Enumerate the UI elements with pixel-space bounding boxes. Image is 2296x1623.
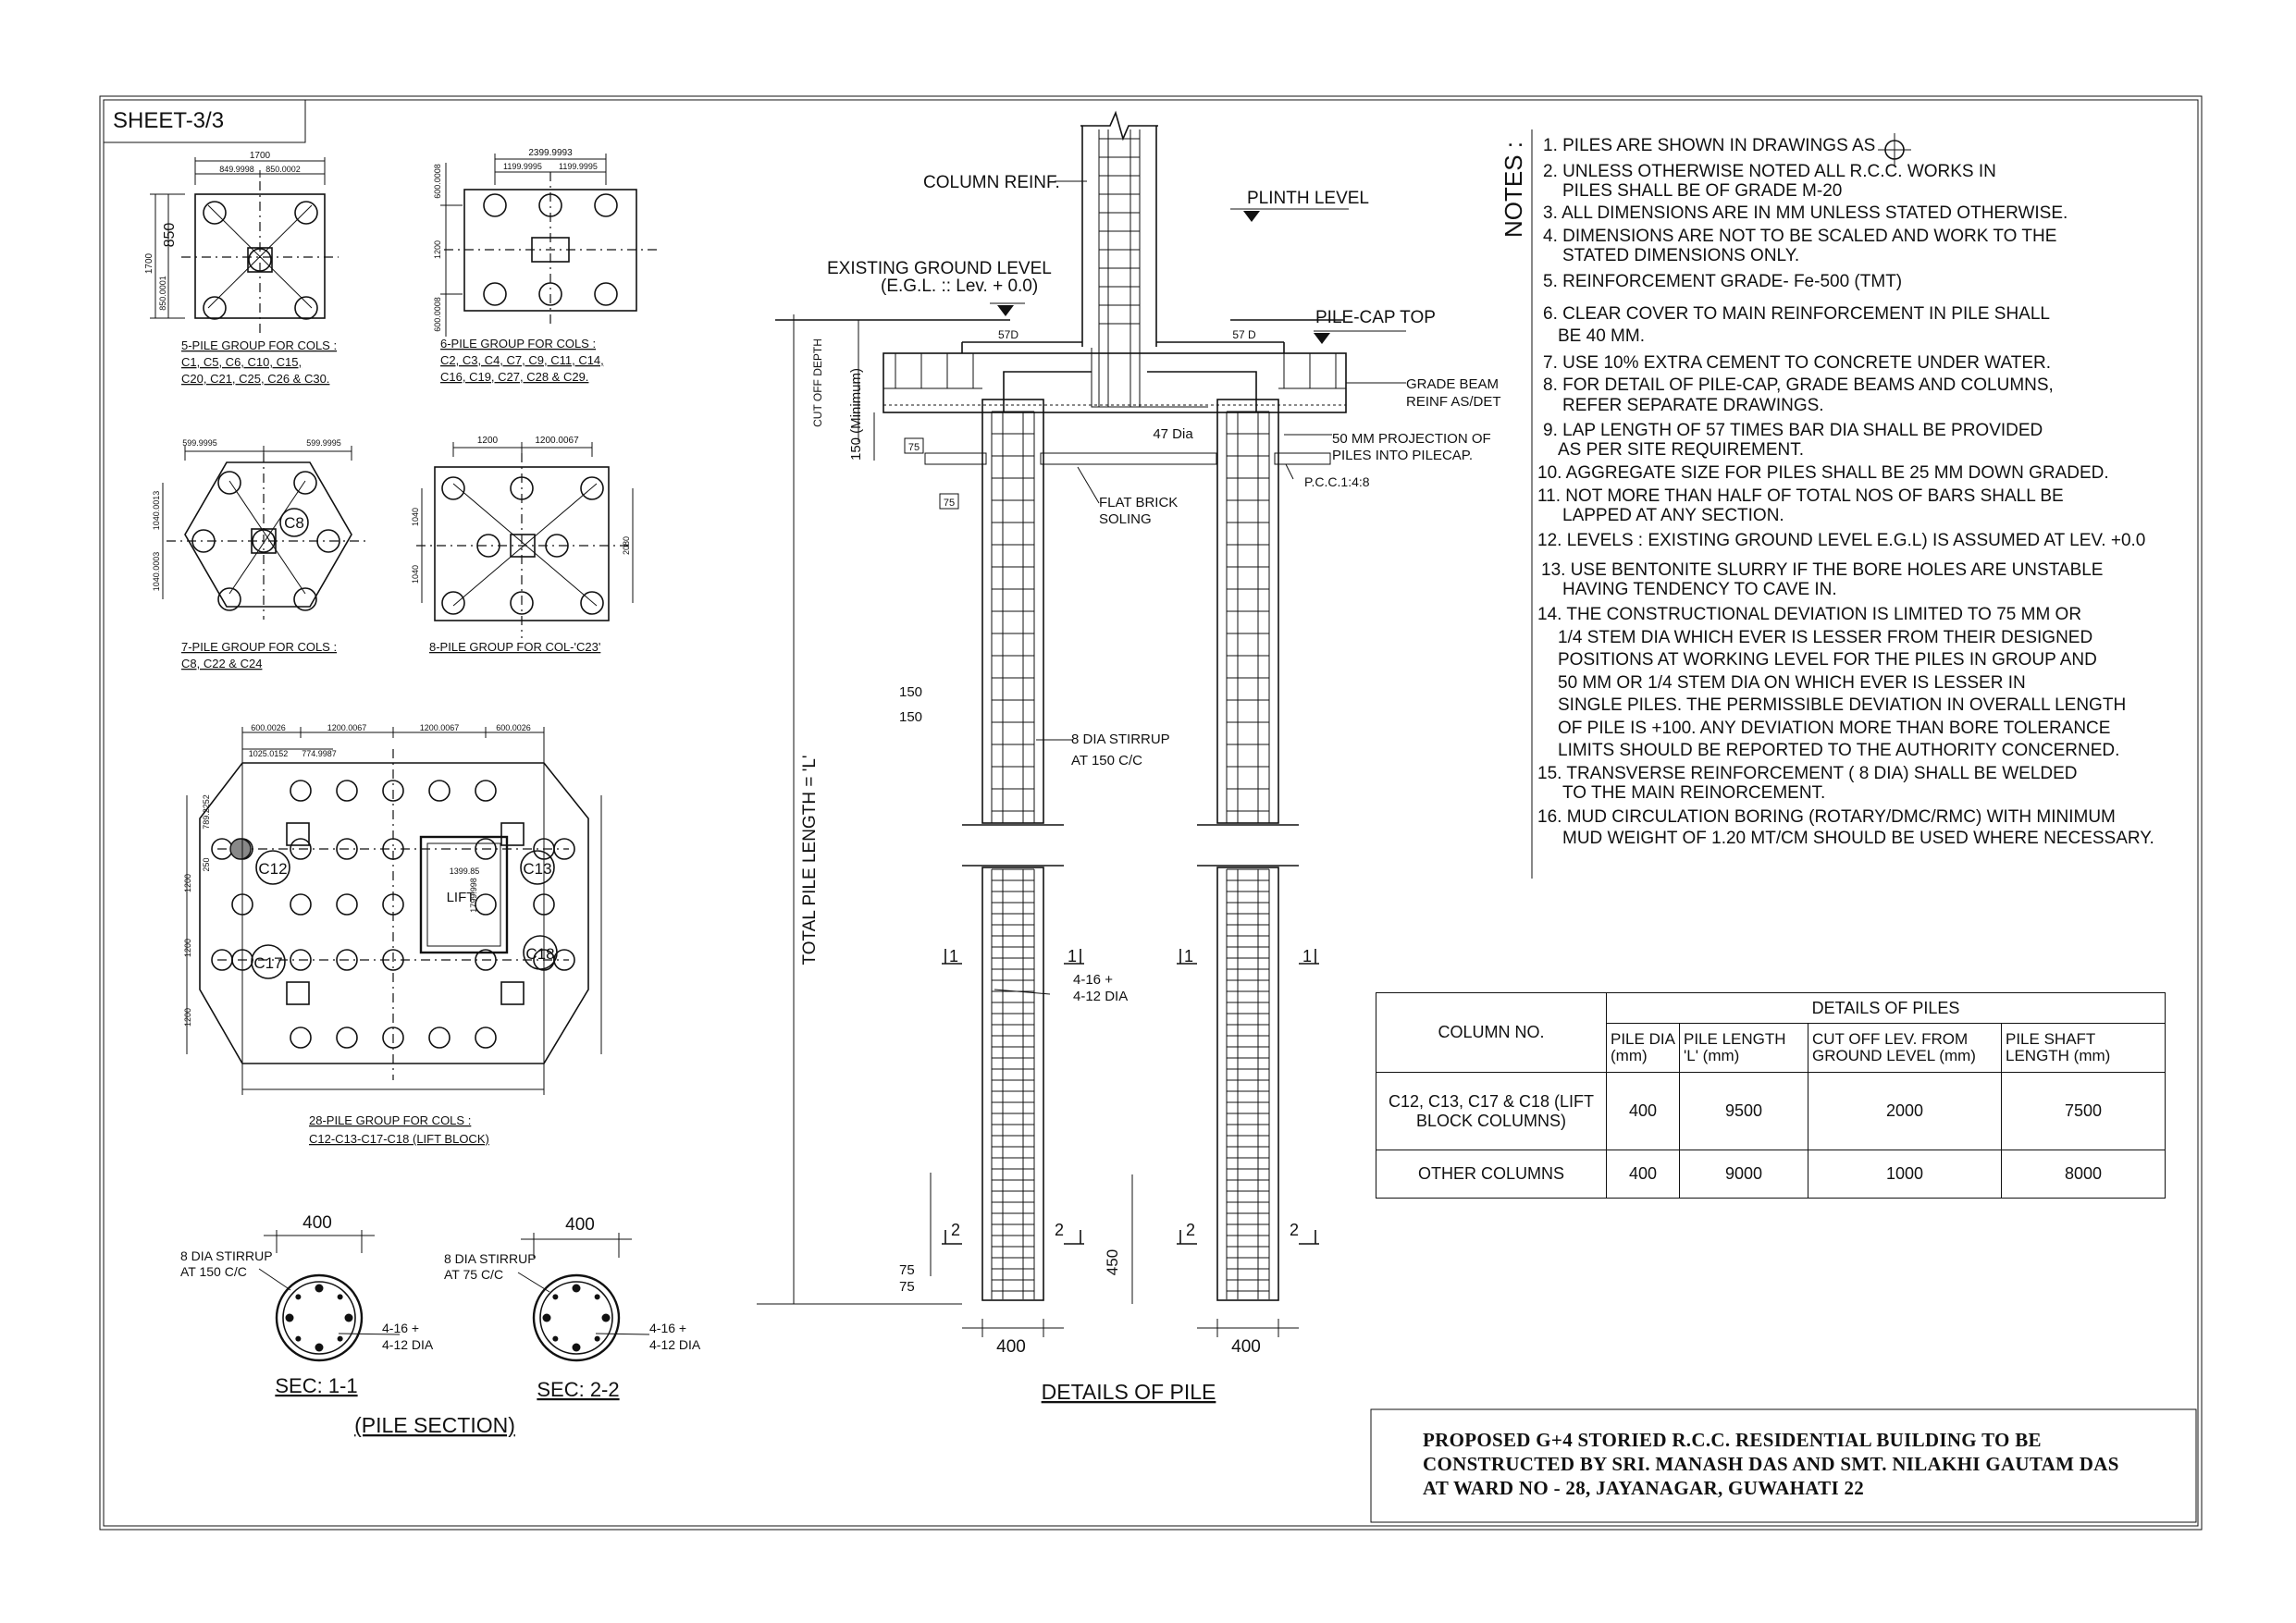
th-pile-dia: PILE DIA (mm) [1607,1024,1680,1073]
g5-cols2: C20, C21, C25, C26 & C30. [181,372,330,386]
s2-dim: 400 [565,1215,595,1235]
notes-heading: NOTES : [1500,141,1527,239]
bars-label-2: 4-12 DIA [1073,989,1129,1004]
th-column-no: COLUMN NO. [1376,993,1607,1073]
g28-lift-w: 1399.85 [449,867,480,876]
g7-cols: C8, C22 & C24 [181,657,263,670]
dim-57d-b: 57 D [1232,328,1256,341]
dim-450: 450 [1104,1248,1121,1276]
g5-dim-top: 1700 [249,151,271,161]
g28-d6: 774.9987 [302,749,337,758]
eight-pile-group [411,436,633,654]
note-line: SINGLE PILES. THE PERMISSIBLE DEVIATION IN OVERALL LENGTH [1558,695,2127,715]
stirrup-label-1: 8 DIA STIRRUP [1071,732,1170,747]
g28-d4: 600.0026 [496,723,531,732]
g28-cols: C12-C13-C17-C18 (LIFT BLOCK) [309,1132,489,1146]
g28-d9: 1200 [183,873,192,893]
note-line: HAVING TENDENCY TO CAVE IN. [1562,580,1837,599]
dim-150-b: 150 [899,709,923,725]
g28-lift: LIFT [446,890,475,905]
grade-beam-2: REINF AS/DET [1406,394,1501,410]
egl-label-1: EXISTING GROUND LEVEL [827,259,1052,278]
seven-pile-group [152,438,370,670]
note-line: PILES SHALL BE OF GRADE M-20 [1562,181,1843,201]
g5-label: 5-PILE GROUP FOR COLS : [181,338,338,352]
stirrup-label-2: AT 150 C/C [1071,753,1142,768]
min-150-label: 150 (Minimum) [848,367,864,461]
row-other-dia: 400 [1607,1150,1680,1199]
g28-d7: 789.2252 [202,794,211,830]
g8-dim-s1: 1040 [411,507,420,527]
note-line: AS PER SITE REQUIREMENT. [1558,440,1805,460]
pile-circle [429,781,450,801]
note-line: 8. FOR DETAIL OF PILE-CAP, GRADE BEAMS AND COLUMNS, [1543,375,2054,395]
rebar-dot [552,1294,558,1299]
dim-47-dia: 47 Dia [1153,426,1193,442]
total-pile-length: TOTAL PILE LENGTH = 'L' [800,755,820,965]
rebar-dot [315,1344,324,1352]
g28-label: 28-PILE GROUP FOR COLS : [309,1113,472,1127]
g5-dim-side-b: 850.0001 [158,276,167,311]
g28-d3: 1200.0067 [419,723,460,732]
g7-dim-b: 599.9995 [306,438,341,448]
g5-dim-side-a: 850 [162,222,178,248]
note-line: 7. USE 10% EXTRA CEMENT TO CONCRETE UNDER WATER. [1543,352,2051,373]
sec-marker-1a: 1 [949,947,959,965]
note-line: LAPPED AT ANY SECTION. [1562,506,1784,525]
note-line: 11. NOT MORE THAN HALF OF TOTAL NOS OF BARS SHALL BE [1537,486,2064,506]
pile-detail-title: DETAILS OF PILE [1041,1380,1216,1404]
section-1-1 [180,1213,434,1397]
g6-dim-side-a: 600.0008 [433,164,442,199]
g28-c12: C12 [258,860,288,878]
g5-dim-side: 1700 [144,252,154,275]
pile-circle [290,781,311,801]
note-line: 4. DIMENSIONS ARE NOT TO BE SCALED AND WORK TO THE [1543,226,2057,246]
rebar-dot [295,1294,301,1299]
note-line: 13. USE BENTONITE SLURRY IF THE BORE HOLES ARE UNSTABLE [1541,559,2104,580]
g8-dim-s2: 1040 [411,564,420,584]
g7-label: 7-PILE GROUP FOR COLS : [181,640,338,654]
note-line: 12. LEVELS : EXISTING GROUND LEVEL E.G.L) IS ASSUMED AT LEV. +0.0 [1537,531,2146,550]
row-lift-cut: 2000 [1808,1073,2002,1150]
pile-circle [475,1027,496,1048]
width-400-b: 400 [1231,1337,1261,1357]
sec-marker-1c: 1 [1184,947,1194,965]
g8-dim-a: 1200 [476,436,499,446]
g7-tag: C8 [284,514,304,532]
note-line: 14. THE CONSTRUCTIONAL DEVIATION IS LIMITED TO 75 MM OR [1537,605,2082,624]
pcc-label: P.C.C.1:4:8 [1304,474,1370,489]
projection-1: 50 MM PROJECTION OF [1332,431,1491,447]
rebar-dot [315,1285,324,1293]
section-2-2 [444,1215,701,1401]
s2-bars1: 4-16 + [649,1321,687,1335]
g7-dim-a: 599.9995 [182,438,217,448]
note-line: BE 40 MM. [1558,326,1645,346]
title-block [1423,1428,2218,1500]
pile-circle [475,781,496,801]
s1-stirrup1: 8 DIA STIRRUP [180,1248,273,1263]
g8-dim-b: 1200.0067 [535,436,579,446]
th-pile-length: PILE LENGTH 'L' (mm) [1680,1024,1808,1073]
rebar-dot [338,1294,343,1299]
row-other-cut: 1000 [1808,1150,2002,1199]
grade-beam-1: GRADE BEAM [1406,376,1500,392]
note-line: 2. UNLESS OTHERWISE NOTED ALL R.C.C. WORKS IN [1543,161,1996,181]
title-line-2: CONSTRUCTED BY SRI. MANASH DAS AND SMT. NILAKHI GAUTAM DAS [1423,1453,2119,1475]
g28-c17: C17 [253,954,283,972]
sec-marker-1d: 1 [1302,947,1313,965]
g6-dim-top-a: 1199.9995 [503,162,542,171]
sec-marker-2b: 2 [1055,1221,1065,1239]
six-pile-group [433,148,659,384]
g6-cols2: C16, C19, C27, C28 & C29. [440,370,589,384]
pile-circle [337,894,357,915]
g7-dim-s1: 1040.0013 [152,490,161,531]
s1-title: SEC: 1-1 [275,1374,358,1397]
note-line: OF PILE IS +100. ANY DEVIATION MORE THAN BORE TOLERANCE [1558,718,2111,738]
note-line: STATED DIMENSIONS ONLY. [1562,246,1800,265]
s2-stirrup2: AT 75 C/C [444,1267,504,1282]
g28-d1: 600.0026 [251,723,286,732]
note-line: 6. CLEAR COVER TO MAIN REINFORCEMENT IN PILE SHALL [1543,303,2050,324]
note-line: 9. LAP LENGTH OF 57 TIMES BAR DIA SHALL BE PROVIDED [1543,420,2043,440]
flat-brick-1: FLAT BRICK [1099,495,1179,510]
sec-marker-2c: 2 [1186,1221,1196,1239]
g28-lift-h: 1799.998 [469,878,478,913]
g28-d2: 1200.0067 [327,723,367,732]
row-lift-col: C12, C13, C17 & C18 (LIFT BLOCK COLUMNS) [1376,1073,1607,1150]
sheet-label: SHEET-3/3 [113,108,225,133]
rebar-dot [552,1336,558,1342]
note-line: 1. PILES ARE SHOWN IN DRAWINGS AS [1543,136,1876,155]
note-line: MUD WEIGHT OF 1.20 MT/CM SHOULD BE USED WHERE NECESSARY. [1562,828,2154,848]
note-line: 3. ALL DIMENSIONS ARE IN MM UNLESS STATED OTHERWISE. [1543,203,2068,223]
row-other-shaft: 8000 [2002,1150,2166,1199]
g5-dim-top-b: 850.0002 [265,165,301,174]
sec-marker-1b: 1 [1068,947,1078,965]
s1-stirrup2: AT 150 C/C [180,1264,247,1279]
s2-bars2: 4-12 DIA [649,1337,701,1352]
th-shaft: PILE SHAFT LENGTH (mm) [2002,1024,2166,1073]
rebar-dot [543,1314,551,1322]
projection-2: PILES INTO PILECAP. [1332,448,1474,463]
pile-details-table [1376,992,2166,1199]
pile-circle [290,1027,311,1048]
g28-d11: 1200 [183,1007,192,1027]
dim-75-c: 75 [899,1262,915,1278]
g5-cols1: C1, C5, C6, C10, C15, [181,355,302,369]
width-400-a: 400 [996,1337,1026,1357]
th-cutoff: CUT OFF LEV. FROM GROUND LEVEL (mm) [1808,1024,2002,1073]
g6-label: 6-PILE GROUP FOR COLS : [440,337,597,350]
dim-150-a: 150 [899,684,923,700]
note-line: 15. TRANSVERSE REINFORCEMENT ( 8 DIA) SHALL BE WELDED [1537,763,2078,783]
g28-c18: C18 [525,945,555,963]
column-reinf-label: COLUMN REINF. [923,173,1060,192]
g28-d8: 250 [202,857,211,872]
cutoff-depth-label: CUT OFF DEPTH [811,338,824,427]
g6-cols1: C2, C3, C4, C7, C9, C11, C14, [440,353,604,367]
pile-circle [337,781,357,801]
note-line: 16. MUD CIRCULATION BORING (ROTARY/DMC/RMC) WITH MINIMUM [1537,807,2116,827]
note-line: LIMITS SHOULD BE REPORTED TO THE AUTHORITY CONCERNED. [1558,741,2120,760]
plinth-level-label: PLINTH LEVEL [1247,189,1369,208]
s2-title: SEC: 2-2 [537,1378,620,1401]
g8-dim-s3: 2080 [622,535,631,556]
rebar-dot [602,1314,611,1322]
note-line: 5. REINFORCEMENT GRADE- Fe-500 (TMT) [1543,272,1903,291]
sec-marker-2a: 2 [951,1221,961,1239]
bars-label-1: 4-16 + [1073,972,1113,988]
g28-d10: 1200 [183,938,192,958]
pile-circle [337,1027,357,1048]
twenty-eight-pile-group [183,723,601,1146]
note-line: POSITIONS AT WORKING LEVEL FOR THE PILES IN GROUP AND [1558,650,2097,670]
s2-stirrup1: 8 DIA STIRRUP [444,1251,537,1266]
rebar-dot [338,1336,343,1342]
dim-57d-a: 57D [997,328,1019,341]
note-line: REFER SEPARATE DRAWINGS. [1562,395,1824,415]
rebar-dot [286,1314,294,1322]
rebar-dot [573,1285,581,1293]
g5-dim-top-a: 849.9998 [219,165,254,174]
row-other-col: OTHER COLUMNS [1376,1150,1607,1199]
row-lift-shaft: 7500 [2002,1073,2166,1150]
note-line: 50 MM OR 1/4 STEM DIA ON WHICH EVER IS LESSER IN [1558,672,2026,693]
g7-dim-s2: 1040.0003 [152,551,161,592]
g6-dim-side: 1200 [433,240,442,260]
rebar-dot [573,1344,581,1352]
rebar-dot [595,1294,600,1299]
pilecap-top-label: PILE-CAP TOP [1315,308,1436,327]
row-lift-dia: 400 [1607,1073,1680,1150]
note-line: 1/4 STEM DIA WHICH EVER IS LESSER FROM THEIR DESIGNED [1558,627,2093,647]
s1-dim: 400 [302,1213,332,1233]
g6-dim-top: 2399.9993 [528,148,573,158]
g28-d5: 1025.0152 [248,749,289,758]
sec-marker-2d: 2 [1290,1221,1300,1239]
g6-dim-side-b: 600.0008 [433,297,442,332]
pile-circle [429,1027,450,1048]
pile-circle [290,894,311,915]
g6-dim-top-b: 1199.9995 [559,162,598,171]
rebar-dot [595,1336,600,1342]
th-details-title: DETAILS OF PILES [1607,993,2166,1024]
note-line: 10. AGGREGATE SIZE FOR PILES SHALL BE 25 MM DOWN GRADED. [1537,463,2109,483]
rebar-dot [345,1314,353,1322]
notes-list [1537,135,2203,848]
pile-detail [757,113,1501,1404]
dim-75-b: 75 [943,498,956,509]
g28-c13: C13 [523,860,552,878]
row-lift-len: 9500 [1680,1073,1808,1150]
s1-bars2: 4-12 DIA [382,1337,434,1352]
dim-75-d: 75 [899,1279,915,1295]
pile-circle [475,894,496,915]
dim-75-a: 75 [907,442,920,453]
row-other-len: 9000 [1680,1150,1808,1199]
title-line-1: PROPOSED G+4 STORIED R.C.C. RESIDENTIAL BUILDING TO BE [1423,1429,2042,1451]
five-pile-group [144,151,339,386]
flat-brick-2: SOLING [1099,511,1152,527]
egl-label-2: (E.G.L. :: Lev. + 0.0) [881,277,1039,296]
g8-label: 8-PILE GROUP FOR COL-'C23' [429,640,601,654]
pile-section-caption: (PILE SECTION) [354,1413,515,1437]
rebar-dot [295,1336,301,1342]
title-line-3: AT WARD NO - 28, JAYANAGAR, GUWAHATI 22 [1423,1477,1865,1499]
s1-bars1: 4-16 + [382,1321,420,1335]
note-line: TO THE MAIN REINORCEMENT. [1562,783,1826,803]
